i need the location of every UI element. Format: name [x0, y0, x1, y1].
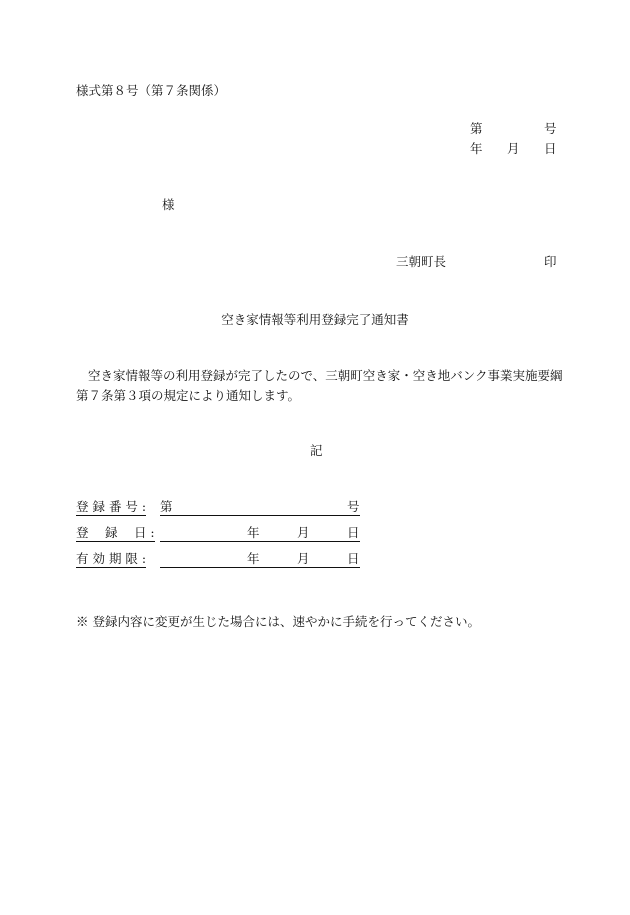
addressee-suffix: 様 — [162, 197, 175, 212]
issuer-seal: 印 — [544, 254, 557, 269]
registration-number-suffix: 号 — [347, 499, 360, 514]
ki-heading: 記 — [310, 443, 323, 458]
body-line-1: 空き家情報等の利用登録が完了したので、三朝町空き家・空き地バンク事業実施要綱 — [88, 368, 563, 383]
change-notice: ※ 登録内容に変更が生じた場合には、速やかに手続を行ってください。 — [76, 614, 480, 629]
issuer-name: 三朝町長 — [396, 254, 447, 269]
issue-date-year: 年 — [470, 141, 483, 156]
document-number-dai: 第 — [470, 121, 483, 136]
registration-date-day: 日 — [347, 525, 360, 540]
registration-date-field — [160, 525, 360, 542]
issue-date-day: 日 — [544, 141, 557, 156]
registration-number-prefix: 第 — [160, 499, 173, 514]
body-line-2: 第７条第３項の規定により通知します。 — [76, 388, 301, 403]
registration-date-label: 登 録 日 : — [76, 525, 155, 540]
registration-number-field — [160, 499, 360, 516]
document-title: 空き家情報等利用登録完了通知書 — [221, 312, 409, 327]
validity-period-year: 年 — [247, 551, 260, 566]
document-number-gou: 号 — [544, 121, 557, 136]
validity-period-day: 日 — [347, 551, 360, 566]
registration-number-label: 登 録 番 号 : — [76, 499, 147, 514]
validity-period-field — [160, 551, 360, 568]
registration-date-month: 月 — [297, 525, 310, 540]
form-label: 様式第８号（第７条関係） — [76, 83, 227, 98]
issue-date-month: 月 — [507, 141, 520, 156]
registration-date-year: 年 — [247, 525, 260, 540]
validity-period-month: 月 — [297, 551, 310, 566]
validity-period-label: 有 効 期 限 : — [76, 551, 147, 566]
